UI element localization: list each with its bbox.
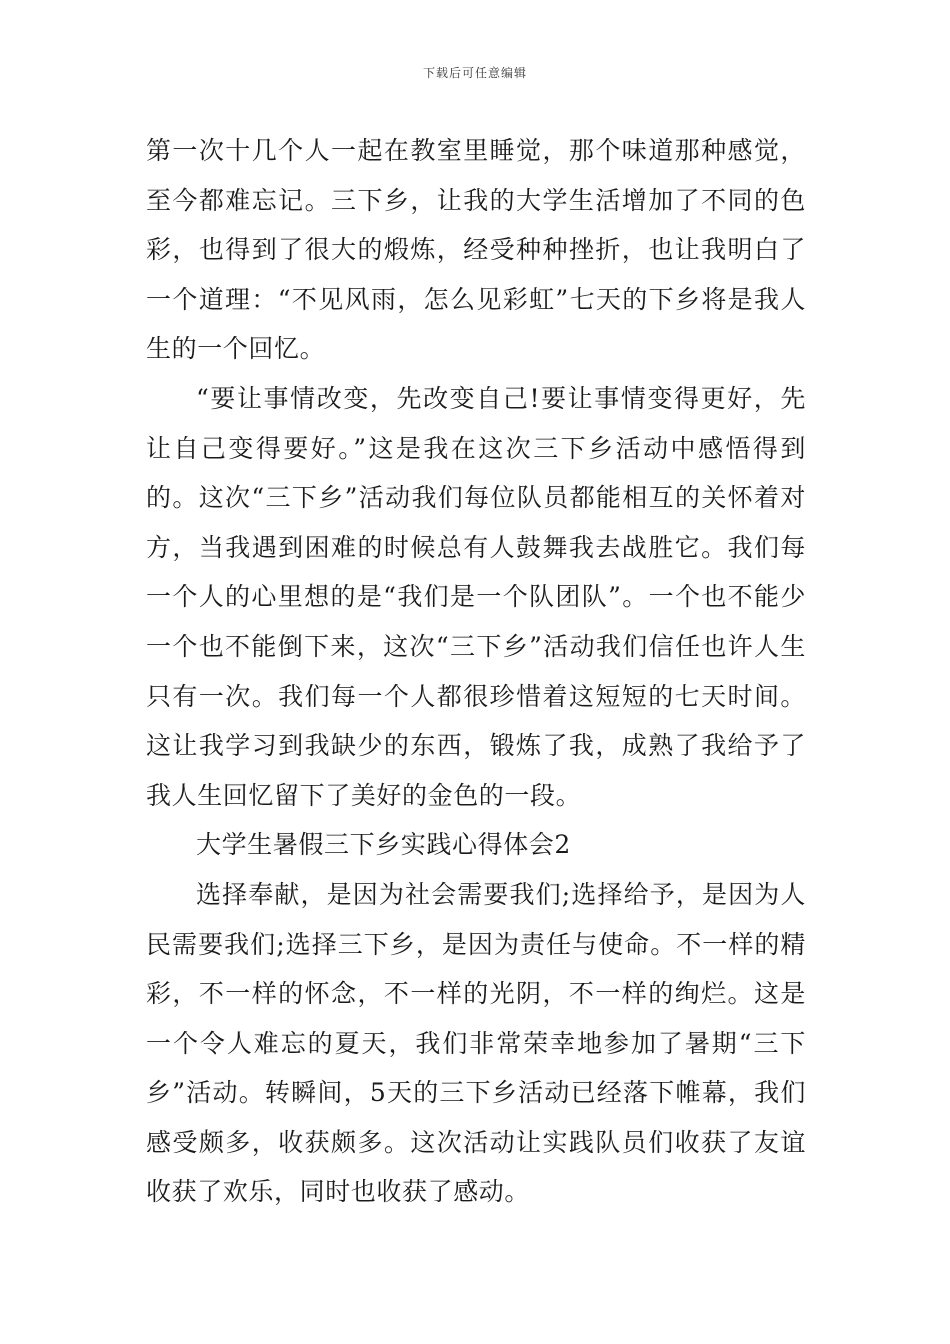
section-heading: 大学生暑假三下乡实践心得体会2 (196, 830, 571, 860)
document-body (146, 126, 806, 1217)
page-header: 下载后可任意编辑 (422, 66, 527, 80)
paragraph-quote: “要让事情改变，先改变自己!要让事情变得更好，先让自己变得要好。”这是我在这次三下乡活动中感悟得到的。这次“三下乡”活动我们每位队员都能相互的关怀着对方，当我遇到困难的时候总有人鼓舞我去战胜它。我们每一个人的心里想的是“我们是一个队团队”。一个也不能少一个也不能倒下来，这次“三下乡”活动我们信任也许人生只有一次。我们每一个人都很珍惜着这短短的七天时间。这让我学习到我缺少的东西，锻炼了我，成熟了我给予了我人生回忆留下了美好的金色的一段。 (146, 383, 806, 810)
paragraph-dedication: 选择奉献，是因为社会需要我们;选择给予，是因为人民需要我们;选择三下乡，是因为责任与使命。不一样的精彩，不一样的怀念，不一样的光阴，不一样的绚烂。这是一个令人难忘的夏天，我们非常荣幸地参加了暑期“三下乡”活动。转瞬间，5天的三下乡活动已经落下帷幕，我们感受颇多，收获颇多。这次活动让实践队员们收获了友谊收获了欢乐，同时也收获了感动。 (146, 879, 806, 1207)
paragraph-continuation: 第一次十几个人一起在教室里睡觉，那个味道那种感觉，至今都难忘记。三下乡，让我的大学生活增加了不同的色彩，也得到了很大的煅炼，经受种种挫折，也让我明白了一个道理：“不见风雨，怎么见彩虹”七天的下乡将是我人生的一个回忆。 (146, 136, 806, 364)
